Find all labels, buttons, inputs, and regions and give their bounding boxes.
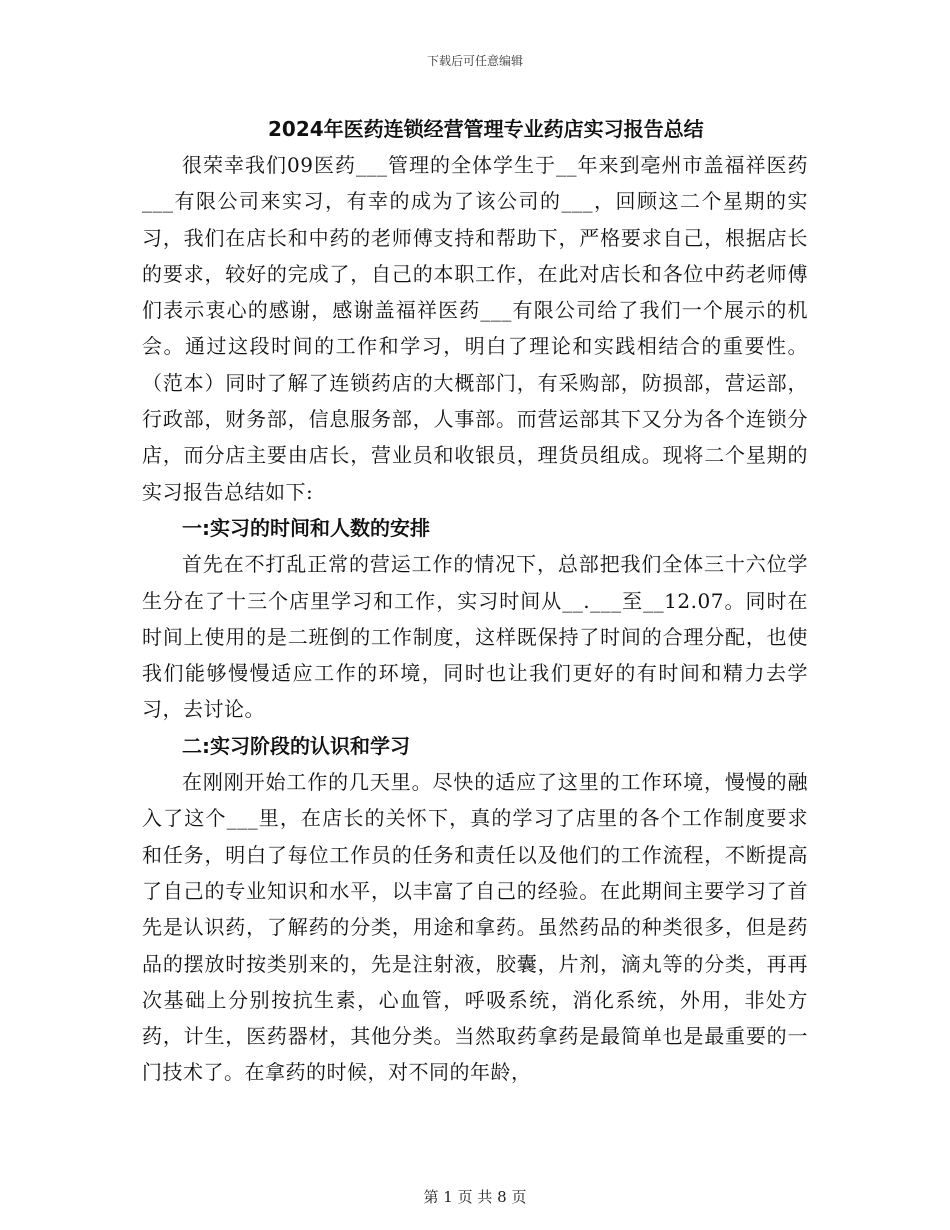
page-header-note: 下载后可任意编辑	[426, 54, 523, 68]
schedule-paragraph: 首先在不打乱正常的营运工作的情况下，总部把我们全体三十六位学生分在了十三个店里学习和工作，实习时间从__.___至__12.07。同时在时间上使用的是二班倒的工作制度，这样既保持了时间的合理分配，也使我们能够慢慢适应工作的环境，同时也让我们更好的有时间和精力去学习，去讨论。	[142, 552, 808, 722]
section-heading-learning: 二:实习阶段的认识和学习	[182, 733, 410, 758]
page-number: 第 1 页 共 8 页	[423, 1188, 527, 1206]
document-title: 2024年医药连锁经营管理专业药店实习报告总结	[268, 117, 704, 141]
learning-paragraph: 在刚刚开始工作的几天里。尽快的适应了这里的工作环境，慢慢的融入了这个___里，在店长的关怀下，真的学习了店里的各个工作制度要求和任务，明白了每位工作员的任务和责任以及他们的工作流程，不断提高了自己的专业知识和水平，以丰富了自己的经验。在此期间主要学习了首先是认识药，了解药的分类，用途和拿药。虽然药品的种类很多，但是药品的摆放时按类别来的，先是注射液，胶囊，片剂，滴丸等的分类，再再次基础上分别按抗生素，心血管，呼吸系统，消化系统，外用，非处方药，计生，医药器材，其他分类。当然取药拿药是最简单也是最重要的一门技术了。在拿药的时候，对不同的年龄，	[142, 770, 808, 1085]
intro-paragraph: 很荣幸我们09医药___管理的全体学生于__年来到亳州市盖福祥医药___有限公司来实习，有幸的成为了该公司的___，回顾这二个星期的实习，我们在店长和中药的老师傅支持和帮助下，严格要求自己，根据店长的要求，较好的完成了，自己的本职工作，在此对店长和各位中药老师傅们表示衷心的感谢，感谢盖福祥医药___有限公司给了我们一个展示的机会。通过这段时间的工作和学习，明白了理论和实践相结合的重要性。（范本）同时了解了连锁药店的大概部门，有采购部，防损部，营运部，行政部，财务部，信息服务部，人事部。而营运部其下又分为各个连锁分店，而分店主要由店长，营业员和收银员，理货员组成。现将二个星期的实习报告总结如下:	[142, 153, 808, 504]
section-heading-schedule: 一:实习的时间和人数的安排	[182, 515, 430, 540]
document-body	[142, 111, 808, 1091]
